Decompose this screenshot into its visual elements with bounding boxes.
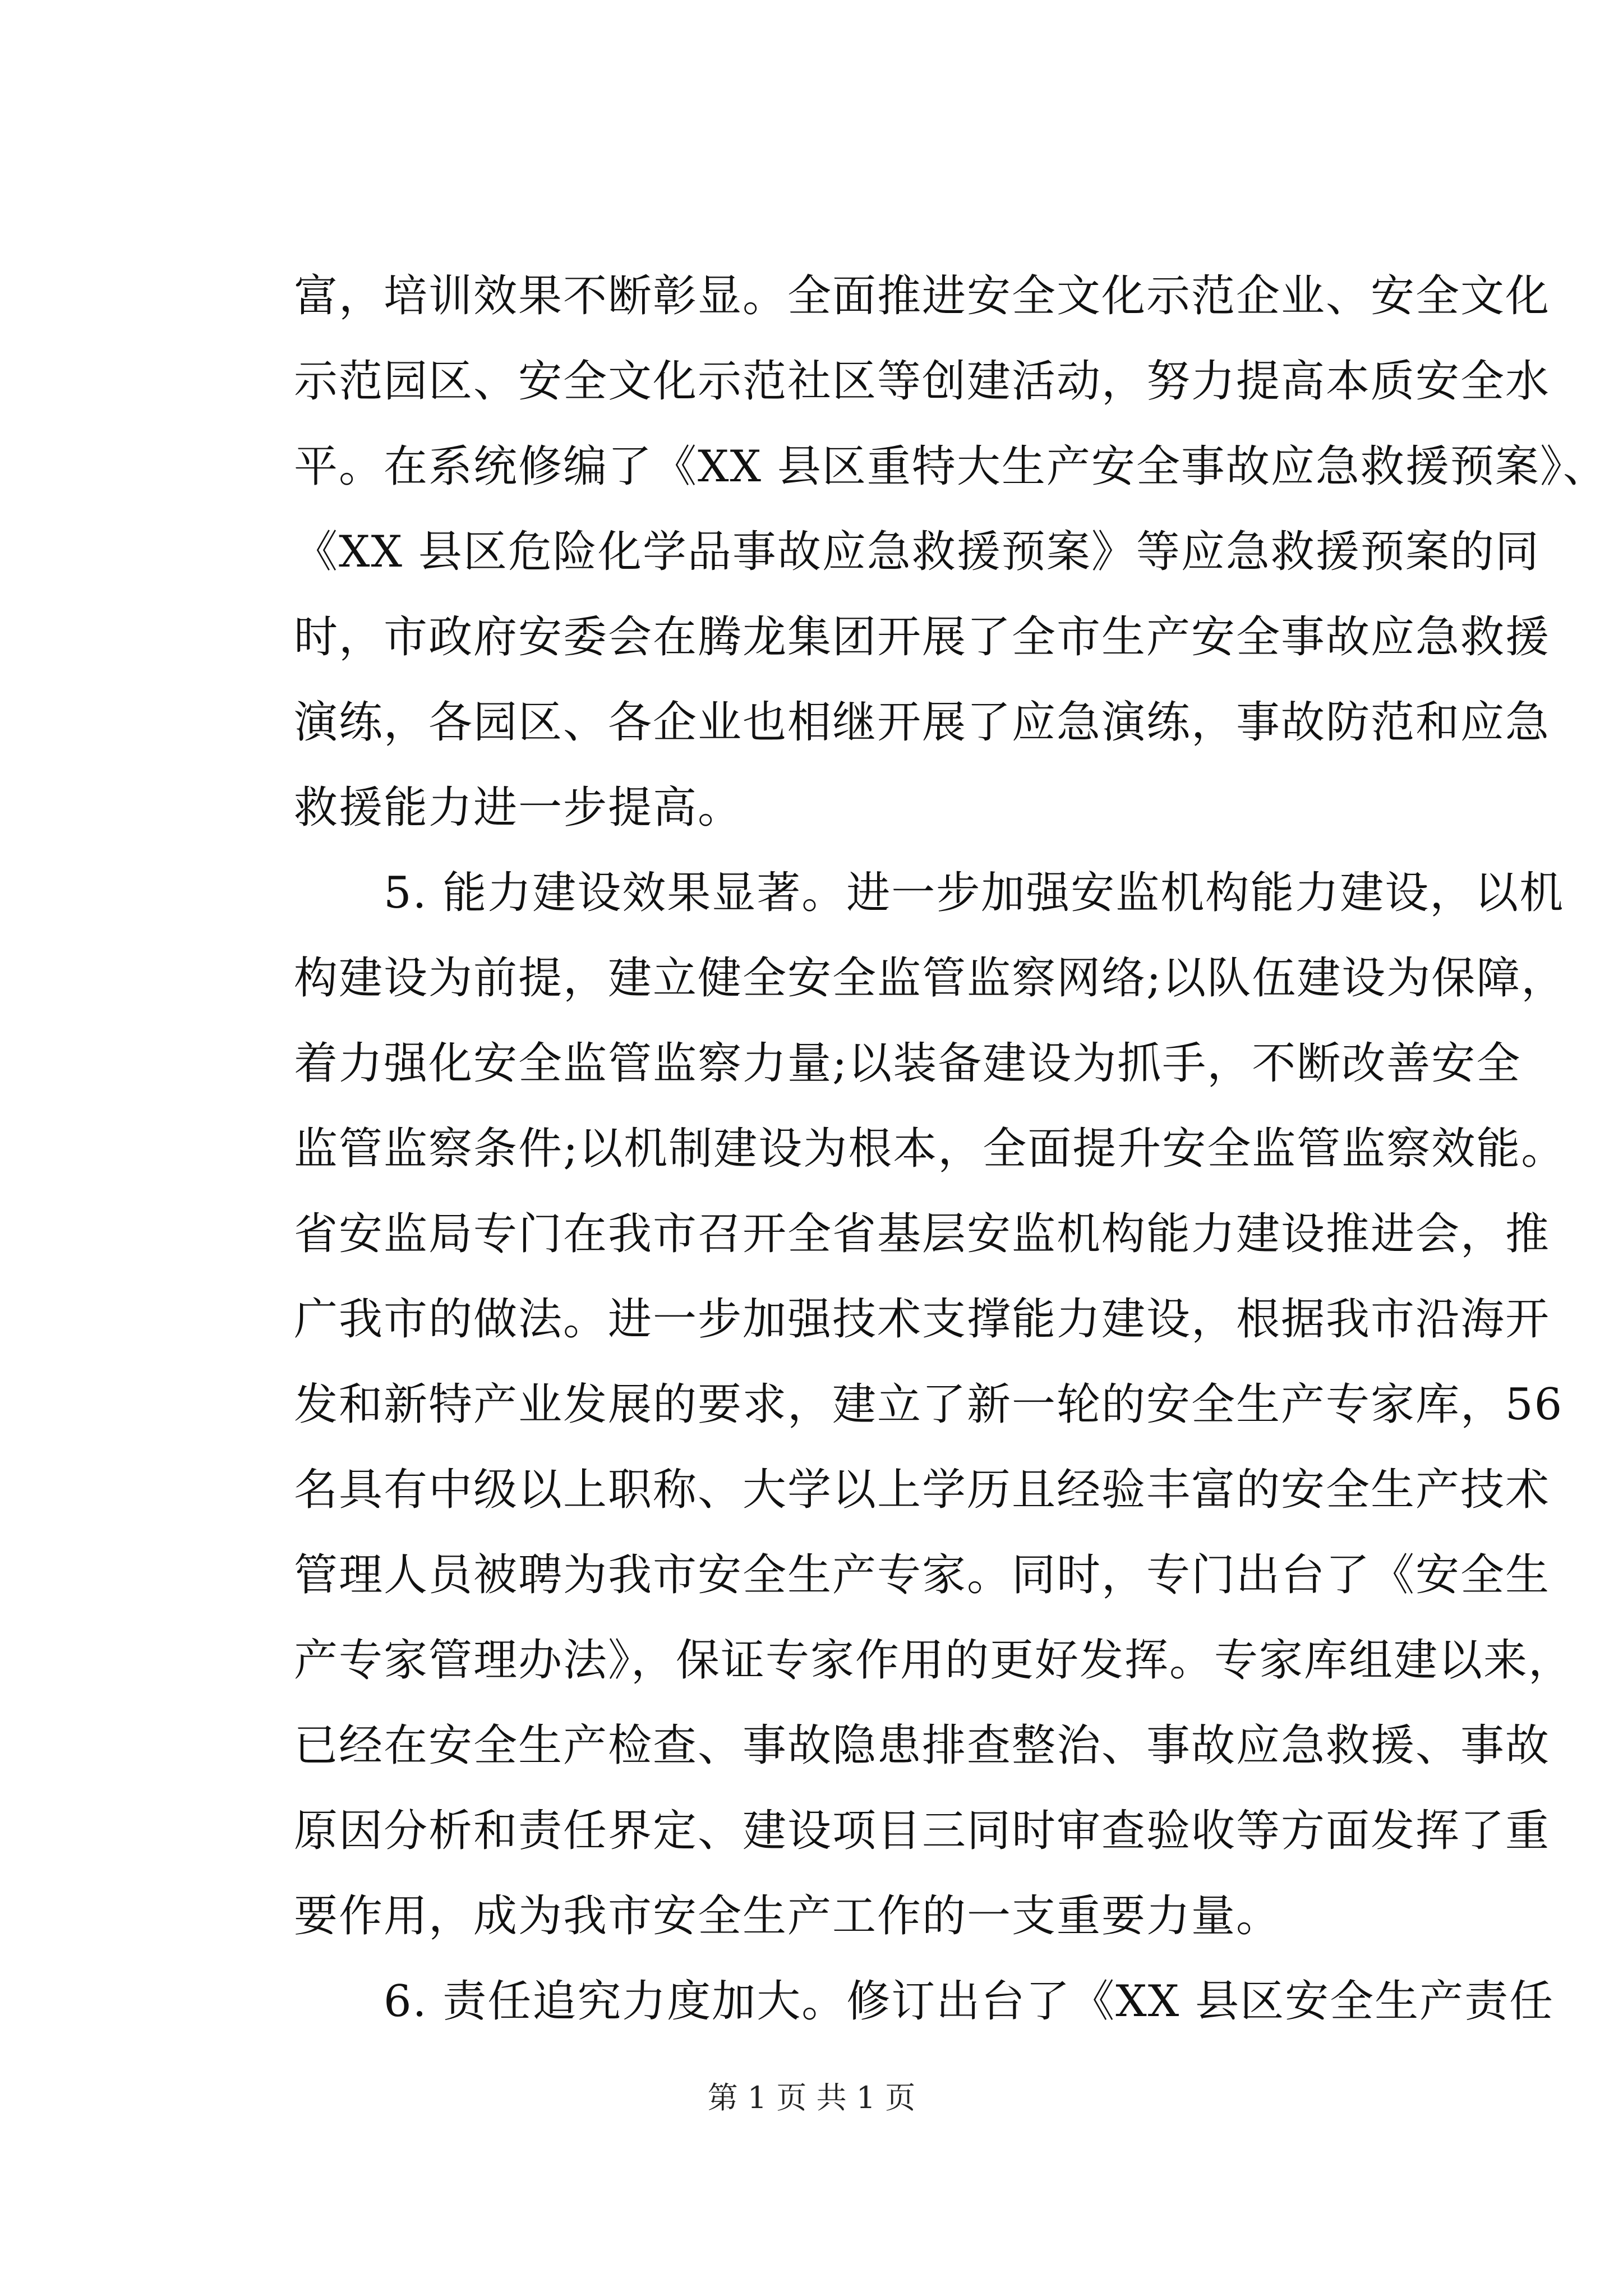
text-line: 已经在安全生产检查、事故隐患排查整治、事故应急救援、事故 [294, 1720, 1551, 1771]
text-line: 着力强化安全监管监察力量;以装备建设为抓手，不断改善安全 [294, 1038, 1521, 1089]
text-line: 省安监局专门在我市召开全省基层安监机构能力建设推进会，推 [294, 1209, 1551, 1259]
text-line: 监管监察条件;以机制建设为根本，全面提升安全监管监察效能。 [294, 1124, 1566, 1174]
text-line: 时，市政府安委会在腾龙集团开展了全市生产安全事故应急救援 [294, 612, 1551, 662]
text-line: 管理人员被聘为我市安全生产专家。同时，专门出台了《安全生 [294, 1550, 1551, 1600]
text-line: 平。在系统修编了《XX 县区重特大生产安全事故应急救援预案》、 [294, 441, 1608, 492]
text-line: 原因分析和责任界定、建设项目三同时审查验收等方面发挥了重 [294, 1806, 1551, 1856]
text-line: 广我市的做法。进一步加强技术支撑能力建设，根据我市沿海开 [294, 1294, 1551, 1345]
text-line: 救援能力进一步提高。 [294, 783, 743, 833]
paragraph-heading-line: 6. 责任追究力度加大。修订出台了《XX 县区安全生产责任 [294, 1976, 1555, 2027]
text-line: 产专家管理办法》，保证专家作用的更好发挥。专家库组建以来， [294, 1635, 1574, 1686]
text-line: 构建设为前提，建立健全安全监管监察网络;以队伍建设为保障， [294, 953, 1566, 1004]
document-body [294, 254, 1608, 2044]
text-line: 演练，各园区、各企业也相继开展了应急演练，事故防范和应急 [294, 697, 1551, 748]
text-line: 富，培训效果不断彰显。全面推进安全文化示范企业、安全文化 [294, 271, 1551, 321]
text-line: 示范园区、安全文化示范社区等创建活动，努力提高本质安全水 [294, 356, 1551, 407]
page-footer: 第 1 页 共 1 页 [707, 2080, 916, 2115]
text-line: 要作用，成为我市安全生产工作的一支重要力量。 [294, 1891, 1281, 1941]
text-line: 《XX 县区危险化学品事故应急救援预案》等应急救援预案的同 [294, 527, 1540, 577]
text-line: 发和新特产业发展的要求，建立了新一轮的安全生产专家库，56 [294, 1379, 1564, 1430]
paragraph-heading-line: 5. 能力建设效果显著。进一步加强安监机构能力建设，以机 [294, 868, 1565, 918]
text-line: 名具有中级以上职称、大学以上学历且经验丰富的安全生产技术 [294, 1465, 1551, 1515]
